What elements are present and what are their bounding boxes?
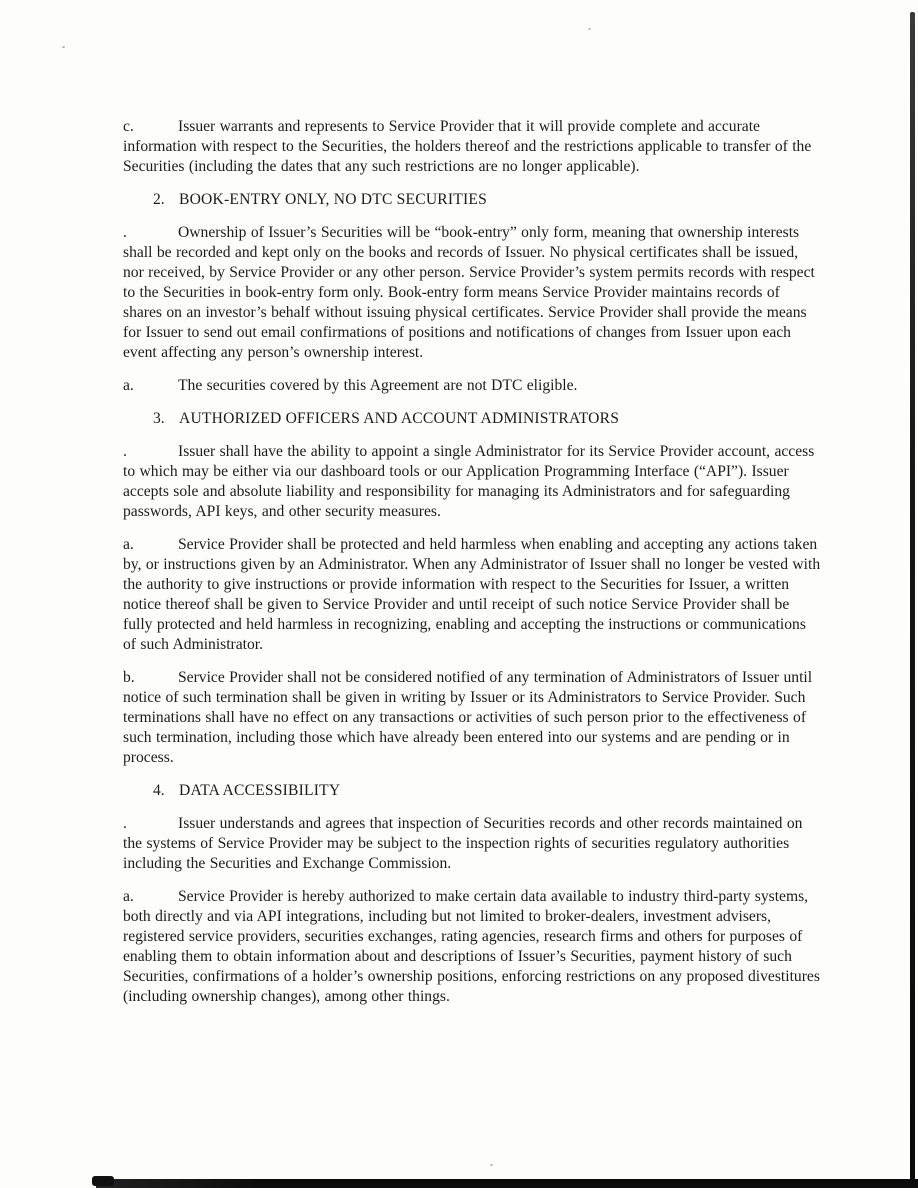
paragraph-label: a. xyxy=(123,888,134,905)
paragraph-text: Issuer understands and agrees that inspection of Securities records and other records maintained on the systems of Service Provider may be subject to the inspection rights of securities regulatory authorities including the Securities and Exchange Commission. xyxy=(123,815,803,872)
section-heading xyxy=(123,190,823,210)
paragraph-text: Service Provider is hereby authorized to make certain data available to industry third-party systems, both directly and via API integrations, including but not limited to broker-dealers, investment advisers, registered service providers, securities exchanges, rating agencies, research firms and others for purposes of enabling them to obtain information about and descriptions of Issuer’s Securities, payment history of such Securities, confirmations of a holder’s ownership positions, enforcing restrictions on any proposed divestitures (including ownership changes), among other things. xyxy=(123,888,820,1005)
scan-speck xyxy=(588,28,591,30)
scan-artifact-right-edge xyxy=(910,12,915,1188)
section-title: BOOK-ENTRY ONLY, NO DTC SECURITIES xyxy=(179,191,488,208)
paragraph-text: The securities covered by this Agreement are not DTC eligible. xyxy=(178,377,578,394)
scan-artifact-blob xyxy=(92,1176,114,1186)
paragraph-label: . xyxy=(123,815,127,832)
paragraph xyxy=(123,223,823,363)
paragraph xyxy=(123,442,823,522)
paragraph-text: Ownership of Issuer’s Securities will be “book-entry” only form, meaning that ownership interests shall be recorded and kept only on the books and records of Issuer. No physical certificates shall be issued, nor received, by Service Provider or any other person. Service Provider’s system permits records with respect to the Securities in book-entry form only. Book-entry form means Service Provider maintains records of shares on an investor’s behalf without issuing physical certificates. Service Provider shall provide the means for Issuer to send out email confirmations of positions and notifications of changes from Issuer upon each event affecting any person’s ownership interest. xyxy=(123,224,815,361)
paragraph-label: c. xyxy=(123,118,134,135)
document-body xyxy=(123,117,823,1020)
section-title: DATA ACCESSIBILITY xyxy=(179,782,341,799)
paragraph xyxy=(123,535,823,655)
paragraph xyxy=(123,117,823,177)
paragraph-label: . xyxy=(123,443,127,460)
paragraph-text: Issuer shall have the ability to appoint a single Administrator for its Service Provider account, access to which may be either via our dashboard tools or our Application Programming Interface (“API”). Issuer accepts sole and absolute liability and responsibility for managing its Administrators and for safeguarding passwords, API keys, and other security measures. xyxy=(123,443,815,520)
paragraph-text: Issuer warrants and represents to Service Provider that it will provide complete and accurate information with respect to the Securities, the holders thereof and the restrictions applicable to transfer of the Securities (including the dates that any such restrictions are no longer applicable). xyxy=(123,118,812,175)
section-number: 2. xyxy=(153,191,165,208)
paragraph-label: a. xyxy=(123,536,134,553)
section-heading xyxy=(123,781,823,801)
paragraph-label: b. xyxy=(123,669,135,686)
scan-speck xyxy=(62,46,65,48)
section-heading xyxy=(123,409,823,429)
paragraph xyxy=(123,887,823,1007)
scan-speck xyxy=(490,1164,493,1166)
paragraph xyxy=(123,814,823,874)
paragraph-label: . xyxy=(123,224,127,241)
paragraph-text: Service Provider shall not be considered notified of any termination of Administrators of Issuer until notice of such termination shall be given in writing by Issuer or its Administrators to Service Provider. Such terminations shall have no effect on any transactions or activities of such person prior to the effectiveness of such termination, including those which have already been entered into our systems and are pending or in process. xyxy=(123,669,813,766)
paragraph xyxy=(123,376,823,396)
paragraph-label: a. xyxy=(123,377,134,394)
section-title: AUTHORIZED OFFICERS AND ACCOUNT ADMINISTRATORS xyxy=(179,410,620,427)
section-number: 3. xyxy=(153,410,165,427)
scan-artifact-bottom-edge xyxy=(96,1179,918,1188)
paragraph-text: Service Provider shall be protected and held harmless when enabling and accepting any actions taken by, or instructions given by an Administrator. When any Administrator of Issuer shall no longer be vested with the authority to give instructions or provide information with respect to the Securities for Issuer, a written notice thereof shall be given to Service Provider and until receipt of such notice Service Provider shall be fully protected and held harmless in recognizing, enabling and accepting the instructions or communications of such Administrator. xyxy=(123,536,821,653)
paragraph xyxy=(123,668,823,768)
section-number: 4. xyxy=(153,782,165,799)
